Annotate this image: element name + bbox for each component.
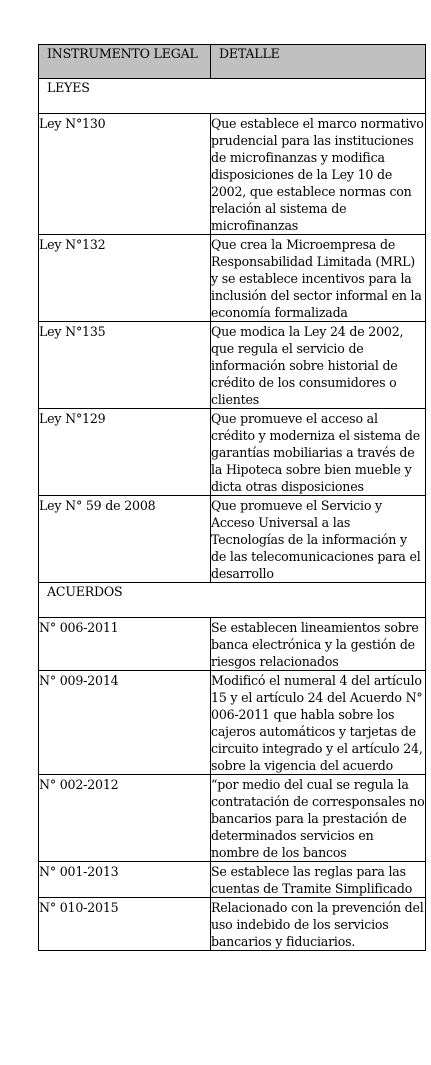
section-row-leyes	[39, 79, 426, 114]
instrument-cell: Ley N°129	[39, 409, 211, 496]
section-title: LEYES	[39, 79, 426, 114]
detail-cell: Se establece las reglas para las cuentas de Tramite Simplificado	[211, 862, 426, 898]
section-title: ACUERDOS	[39, 583, 426, 618]
instrument-cell: N° 009-2014	[39, 671, 211, 775]
instrument-cell: N° 001-2013	[39, 862, 211, 898]
table-row	[39, 409, 426, 496]
detail-cell: Que modica la Ley 24 de 2002, que regula el servicio de información sobre historial de crédito de los consumidores o clientes	[211, 322, 426, 409]
instrument-cell: Ley N°130	[39, 114, 211, 235]
detail-cell: Se establecen lineamientos sobre banca electrónica y la gestión de riesgos relacionados	[211, 618, 426, 671]
table-row	[39, 898, 426, 951]
instrument-cell: Ley N° 59 de 2008	[39, 496, 211, 583]
table-row	[39, 775, 426, 862]
detail-cell: “por medio del cual se regula la contratación de corresponsales no bancarios para la prestación de determinados servicios en nombre de los bancos	[211, 775, 426, 862]
table-row	[39, 322, 426, 409]
table-row	[39, 671, 426, 775]
detail-cell: Que establece el marco normativo prudencial para las instituciones de microfinanzas y modifica disposiciones de la Ley 10 de 2002, que establece normas con relación al sistema de microfinanzas	[211, 114, 426, 235]
header-instrumento-legal: INSTRUMENTO LEGAL	[39, 45, 211, 79]
instrument-cell: N° 002-2012	[39, 775, 211, 862]
detail-cell: Que crea la Microempresa de Responsabilidad Limitada (MRL) y se establece incentivos para la inclusión del sector informal en la economía formalizada	[211, 235, 426, 322]
detail-cell: Modificó el numeral 4 del artículo 15 y el artículo 24 del Acuerdo N° 006-2011 que habla sobre los cajeros automáticos y tarjetas de circuito integrado y el artículo 24, sobre la vigencia del acuerdo	[211, 671, 426, 775]
table-header-row	[39, 45, 426, 79]
table-row	[39, 862, 426, 898]
legal-instruments-table	[38, 44, 426, 951]
instrument-cell: N° 010-2015	[39, 898, 211, 951]
header-detalle: DETALLE	[211, 45, 426, 79]
detail-cell: Que promueve el Servicio y Acceso Universal a las Tecnologías de la información y de las telecomunicaciones para el desarrollo	[211, 496, 426, 583]
detail-cell: Que promueve el acceso al crédito y moderniza el sistema de garantías mobiliarias a través de la Hipoteca sobre bien mueble y dicta otras disposiciones	[211, 409, 426, 496]
instrument-cell: Ley N°135	[39, 322, 211, 409]
table-row	[39, 114, 426, 235]
table-row	[39, 496, 426, 583]
section-row-acuerdos	[39, 583, 426, 618]
instrument-cell: Ley N°132	[39, 235, 211, 322]
table-row	[39, 235, 426, 322]
detail-cell: Relacionado con la prevención del uso indebido de los servicios bancarios y fiduciarios.	[211, 898, 426, 951]
table-row	[39, 618, 426, 671]
instrument-cell: N° 006-2011	[39, 618, 211, 671]
